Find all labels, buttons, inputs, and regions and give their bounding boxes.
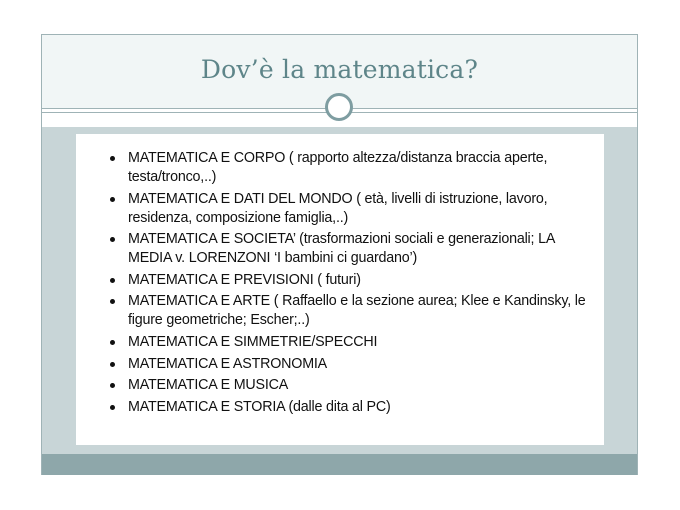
bullet-text: MATEMATICA E PREVISIONI ( futuri) <box>128 271 361 288</box>
bullet-dot-icon <box>110 340 115 345</box>
bullet-item <box>110 333 590 352</box>
bullet-item <box>110 230 590 268</box>
bottom-bar <box>42 454 637 475</box>
bullet-item <box>110 190 590 228</box>
bullet-dot-icon <box>110 405 115 410</box>
bullet-dot-icon <box>110 278 115 283</box>
bullet-text: MATEMATICA E SIMMETRIE/SPECCHI <box>128 333 378 350</box>
bullet-dot-icon <box>110 362 115 367</box>
bullet-dot-icon <box>110 383 115 388</box>
bullet-text: MATEMATICA E MUSICA <box>128 377 289 394</box>
content-frame <box>42 127 637 475</box>
bullet-item <box>110 149 590 187</box>
bullet-text: MATEMATICA E DATI DEL MONDO ( età, livelli di istruzione, lavoro, residenza, composizione famiglia,..) <box>128 190 548 226</box>
bullet-list <box>110 149 590 419</box>
bullet-dot-icon <box>110 156 115 161</box>
bullet-item <box>110 398 590 417</box>
bullet-item <box>110 292 590 330</box>
bullet-text: MATEMATICA E STORIA (dalle dita al PC) <box>128 398 391 415</box>
bullet-item <box>110 355 590 374</box>
bullet-text: MATEMATICA E CORPO ( rapporto altezza/distanza braccia aperte, testa/tronco,..) <box>128 150 548 185</box>
bullet-text: MATEMATICA E SOCIETA’ (trasformazioni sociali e generazionali; LA MEDIA v. LORENZONI ‘I bambini ci guardano’) <box>128 231 555 267</box>
bullet-text: MATEMATICA E ASTRONOMIA <box>128 355 328 372</box>
bullet-text: MATEMATICA E ARTE ( Raffaello e la sezione aurea; Klee e Kandinsky, le figure geometriche; Escher;..) <box>128 293 586 329</box>
bullet-item <box>110 376 590 395</box>
slide-title: Dov’è la matematica? <box>200 55 479 84</box>
content-box <box>76 134 604 445</box>
circle-ornament-icon <box>325 93 353 121</box>
slide <box>41 34 638 475</box>
bullet-dot-icon <box>110 197 115 202</box>
bullet-dot-icon <box>110 299 115 304</box>
bullet-dot-icon <box>110 237 115 242</box>
bullet-item <box>110 271 590 290</box>
